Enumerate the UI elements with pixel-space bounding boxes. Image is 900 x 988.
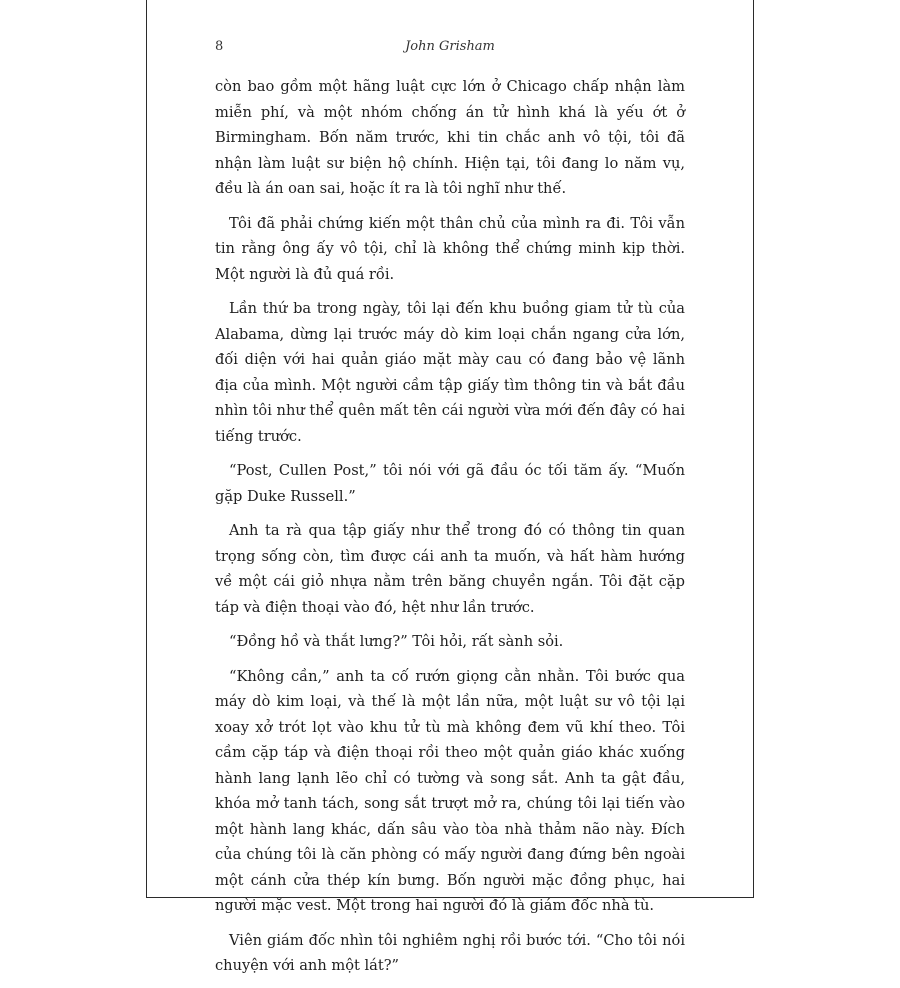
paragraph: “Không cần,” anh ta cố rướn giọng cằn nhằn. Tôi bước qua máy dò kim loại, và thế là một lần nữa, một luật sư vô tội lại xoay xở trót lọt vào khu tử tù mà không đem vũ khí theo. Tôi cầm cặp táp và điện thoại rồi theo một quản giáo khác xuống hành lang lạnh lẽo chỉ có tường và song sắt. Anh ta gật đầu, khóa mở tanh tách, song sắt trượt mở ra, chúng tôi lại tiến vào một hành lang khác, dấn sâu vào tòa nhà thảm não này. Đích của chúng tôi là căn phòng có mấy người đang đứng bên ngoài một cánh cửa thép kín bưng. Bốn người mặc đồng phục, hai người mặc vest. Một trong hai người đó là giám đốc nhà tù. <box>215 667 685 914</box>
paragraph: “Post, Cullen Post,” tôi nói với gã đầu óc tối tăm ấy. “Muốn gặp Duke Russell.” <box>215 462 685 505</box>
header-author: John Grisham <box>405 39 495 54</box>
running-header <box>215 39 685 59</box>
body-text <box>215 74 685 988</box>
paragraph: Anh ta rà qua tập giấy như thể trong đó có thông tin quan trọng sống còn, tìm được cái anh ta muốn, và hất hàm hướng về một cái giỏ nhựa nằm trên băng chuyền ngắn. Tôi đặt cặp táp và điện thoại vào đó, hệt như lần trước. <box>215 522 685 616</box>
paragraph: còn bao gồm một hãng luật cực lớn ở Chicago chấp nhận làm miễn phí, và một nhóm chống án tử hình khá là yếu ớt ở Birmingham. Bốn năm trước, khi tin chắc anh vô tội, tôi đã nhận làm luật sư biện hộ chính. Hiện tại, tôi đang lo năm vụ, đều là án oan sai, hoặc ít ra là tôi nghĩ như thế. <box>215 78 685 197</box>
paragraph: “Đồng hồ và thắt lưng?” Tôi hỏi, rất sành sỏi. <box>229 633 564 650</box>
page-number: 8 <box>215 39 224 54</box>
book-page <box>146 0 754 974</box>
paragraph: Tôi đã phải chứng kiến một thân chủ của mình ra đi. Tôi vẫn tin rằng ông ấy vô tội, chỉ là không thể chứng minh kịp thời. Một người là đủ quá rồi. <box>215 214 685 283</box>
paragraph: Viên giám đốc nhìn tôi nghiêm nghị rồi bước tới. “Cho tôi nói chuyện với anh một lát?” <box>215 931 685 974</box>
paragraph: Lần thứ ba trong ngày, tôi lại đến khu buồng giam tử tù của Alabama, dừng lại trước máy dò kim loại chắn ngang cửa lớn, đối diện với hai quản giáo mặt mày cau có đang bảo vệ lãnh địa của mình. Một người cầm tập giấy tìm thông tin và bắt đầu nhìn tôi như thể quên mất tên cái người vừa mới đến đây có hai tiếng trước. <box>215 300 685 445</box>
